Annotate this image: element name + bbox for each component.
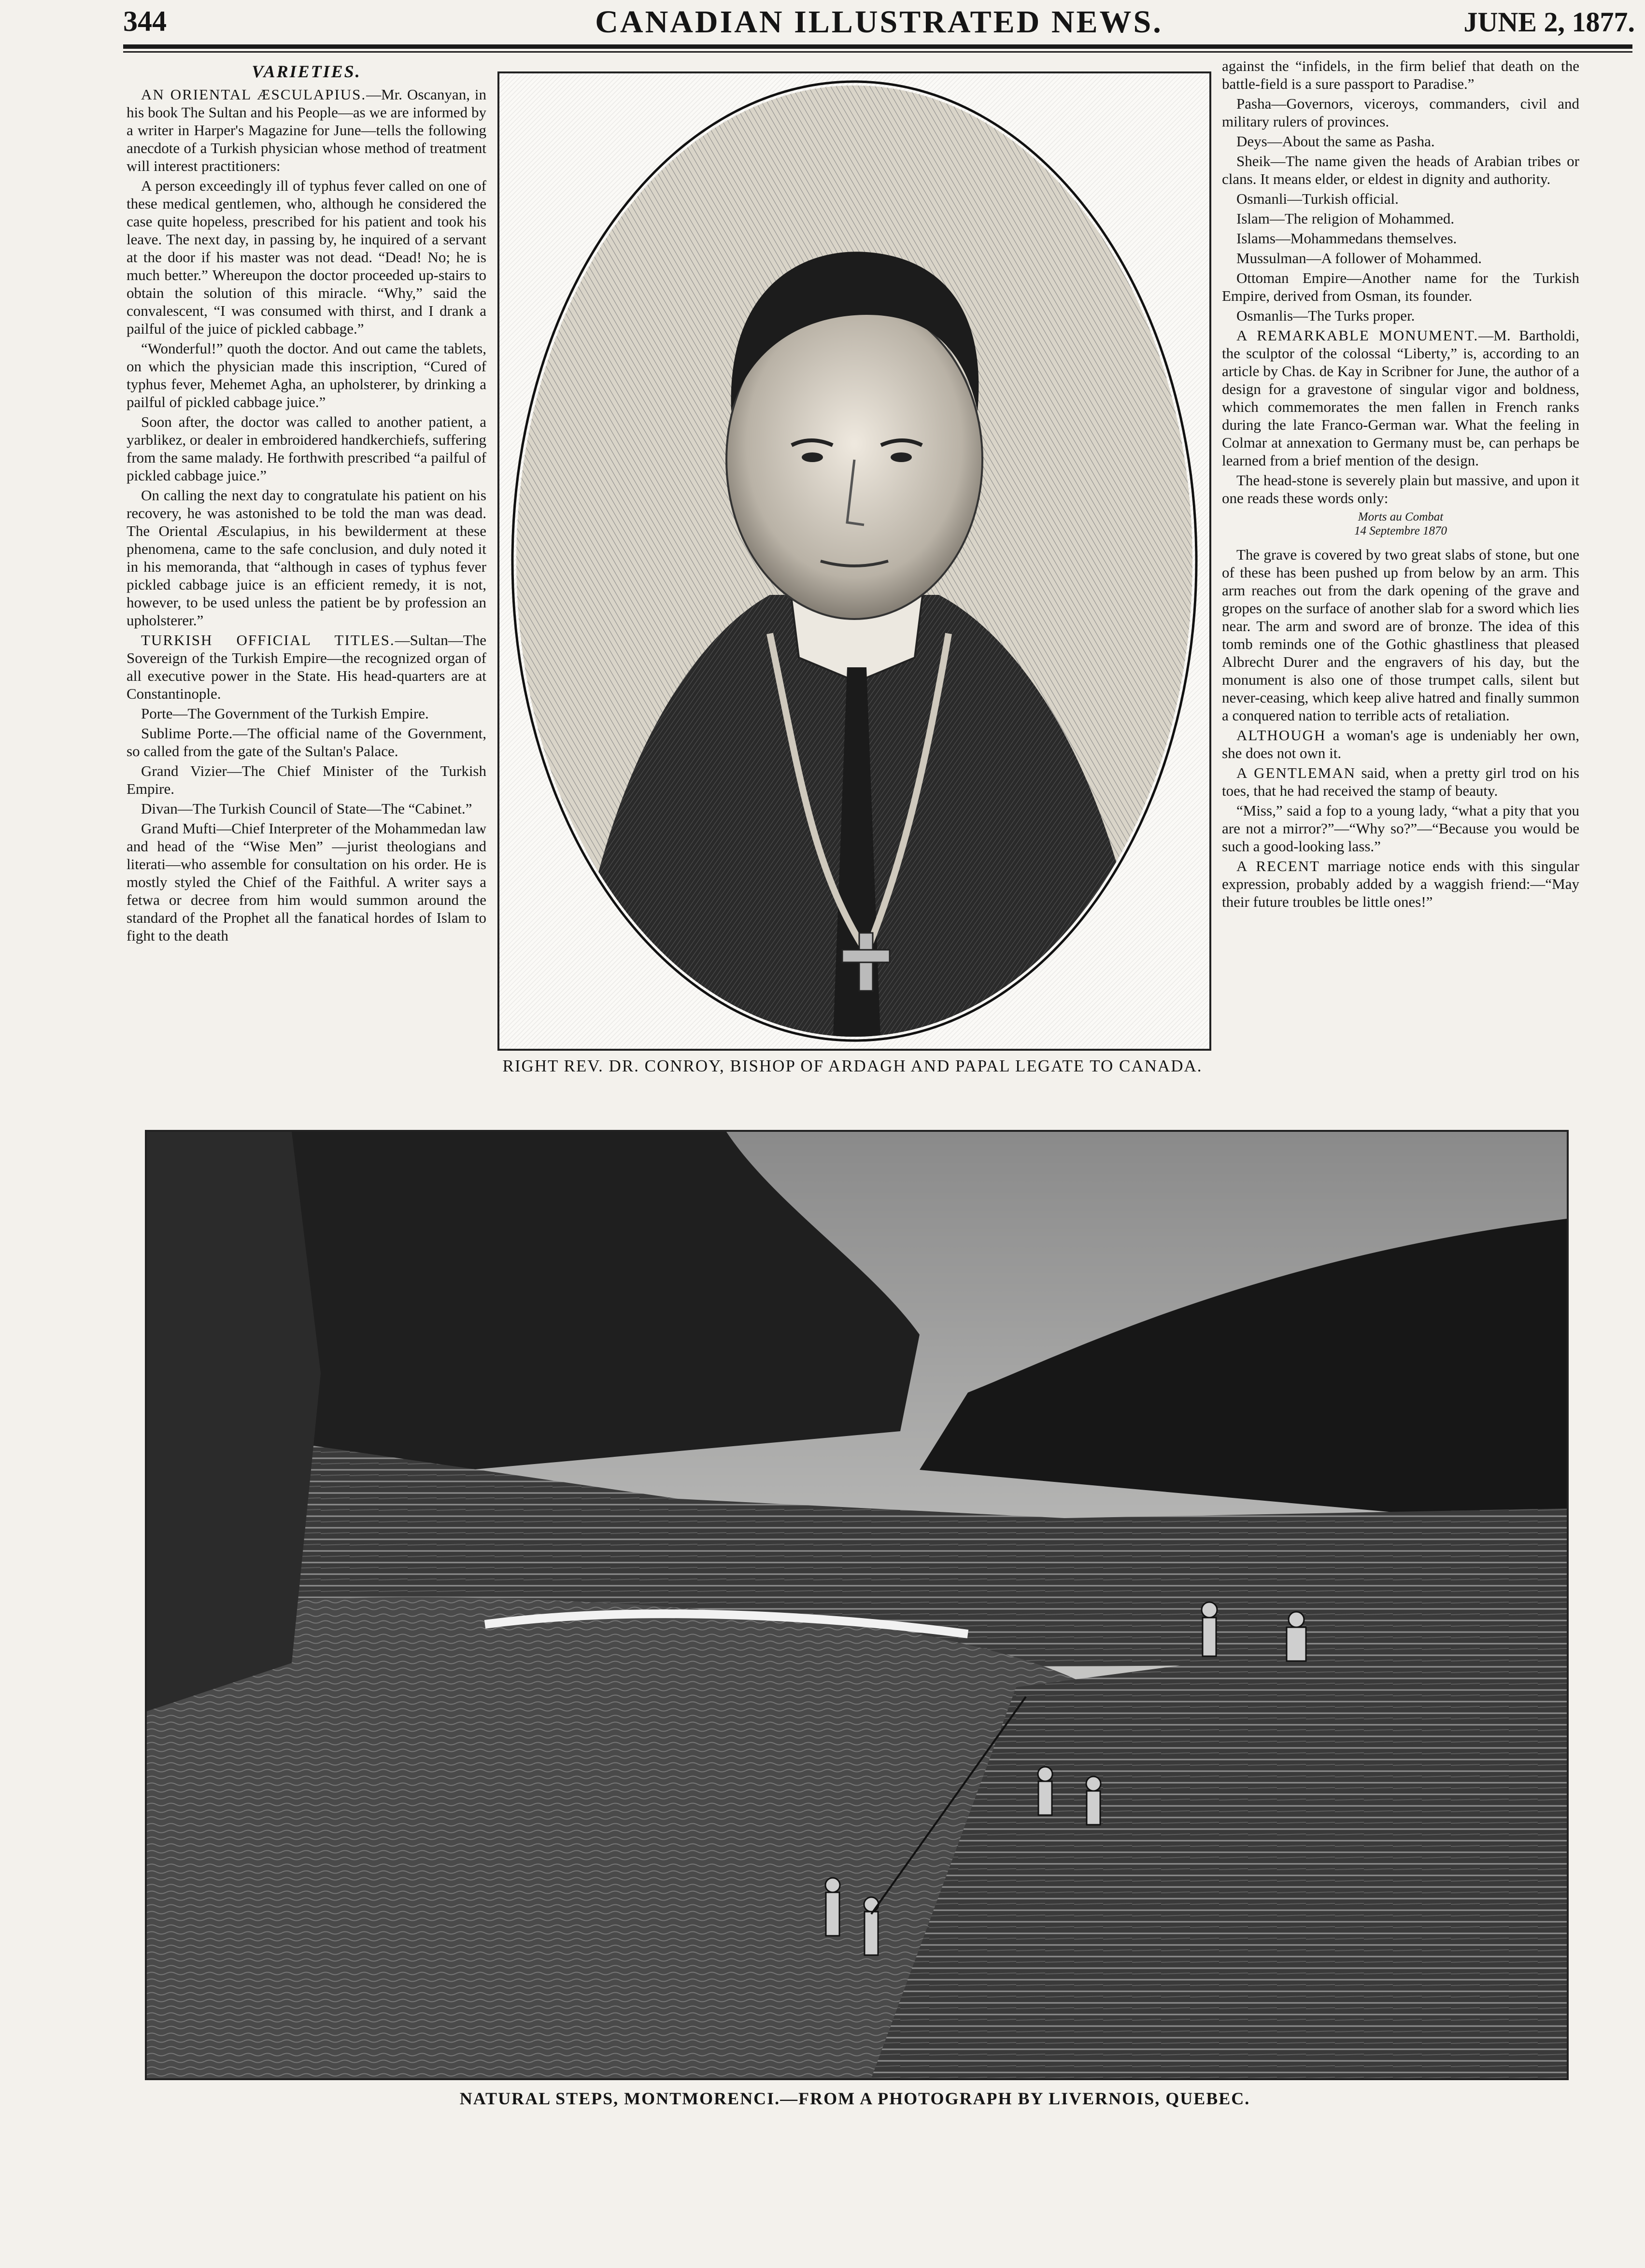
paragraph-body: said, when a pretty girl trod on his toes, that he had received the stamp of beauty.	[1222, 764, 1579, 799]
paragraph: “Miss,” said a fop to a young lady, “what a pity that you are not a mirror?”—“Why so?”—“Because you would be such a good-looking lass.”	[1222, 802, 1579, 855]
paragraph-body: —Sultan—The Sovereign of the Turkish Empire—the recognized organ of all executive power in the State. His head-quarters are at Constantinople.	[127, 632, 486, 702]
paragraph: Grand Mufti—Chief Interpreter of the Mohammedan law and head of the “Wise Men” —jurist theologians and literati—who assemble for consultation on his order. He is mostly styled the Chief of the Faithful. A writer says a fetwa or decree from him would summon around the standard of the Prophet all the fanatical hordes of Islam to fight to the death	[127, 820, 486, 944]
landscape-caption: NATURAL STEPS, MONTMORENCI.—FROM A PHOTOGRAPH BY LIVERNOIS, QUEBEC.	[459, 2089, 1250, 2108]
paragraph-lead: A GENTLEMAN	[1236, 764, 1356, 781]
paragraph: Islams—Mohammedans themselves.	[1236, 230, 1457, 247]
paragraph-lead: AN ORIENTAL ÆSCULAPIUS.	[141, 86, 367, 103]
paragraph	[127, 85, 486, 175]
paragraph-lead: A RECENT	[1236, 858, 1320, 874]
paragraph: The grave is covered by two great slabs of stone, but one of these has been pushed up from below by an arm. This arm reaches out from the dark opening of the grave and gropes on the surface of another slab for a sword which lies near. The arm and sword are of bronze. The idea of this tomb reminds one of the Gothic ghastliness that pleased Albrecht Durer and the engravers of his day, but the monument is also one of those trumpet calls, silent but never-ceasing, which keep alive hatred and finally summon a conquered nation to terrible acts of retaliation.	[1222, 546, 1579, 724]
right-text-column	[1222, 57, 1579, 913]
inscription	[1222, 510, 1579, 538]
paragraph: Osmanli—Turkish official.	[1236, 190, 1399, 207]
portrait-caption: RIGHT REV. DR. CONROY, BISHOP OF ARDAGH AND PAPAL LEGATE TO CANADA.	[502, 1057, 1203, 1075]
issue-date: JUNE 2, 1877.	[1463, 6, 1635, 38]
page-number: 344	[123, 5, 167, 37]
paragraph: Soon after, the doctor was called to another patient, a yarblikez, or dealer in embroidered handkerchiefs, suffering from the same malady. He forthwith prescribed “a pailful of pickled cabbage juice.”	[127, 413, 486, 484]
paragraph: Porte—The Government of the Turkish Empire.	[141, 705, 429, 722]
inscription-line: Morts au Combat	[1358, 510, 1444, 523]
paragraph-lead: TURKISH OFFICIAL TITLES.	[141, 632, 395, 648]
paragraph-body: marriage notice ends with this singular expression, probably added by a waggish friend:—“May their future troubles be little ones!”	[1222, 858, 1579, 910]
paragraph: Divan—The Turkish Council of State—The “Cabinet.”	[141, 800, 472, 817]
paragraph: The head-stone is severely plain but massive, and upon it one reads these words only:	[1222, 472, 1579, 507]
paragraph: Ottoman Empire—Another name for the Turkish Empire, derived from Osman, its founder.	[1222, 269, 1579, 304]
paragraph: Pasha—Governors, viceroys, commanders, civil and military rulers of provinces.	[1222, 95, 1579, 130]
masthead-rule-thin	[123, 51, 1632, 53]
left-text-column	[127, 60, 486, 946]
paragraph-lead: ALTHOUGH	[1236, 727, 1326, 744]
paragraph: Grand Vizier—The Chief Minister of the Turkish Empire.	[127, 762, 486, 797]
paragraph: Islam—The religion of Mohammed.	[1236, 210, 1455, 227]
paragraph: Mussulman—A follower of Mohammed.	[1236, 250, 1482, 267]
paragraph: Deys—About the same as Pasha.	[1236, 133, 1435, 150]
masthead	[123, 0, 1635, 39]
paragraph: Sublime Porte.—The official name of the Government, so called from the gate of the Sultan's Palace.	[127, 725, 486, 760]
paragraph	[1222, 326, 1579, 469]
paragraph	[127, 631, 486, 703]
paragraph-body: —Mr. Oscanyan, in his book The Sultan and his People—as we are informed by a writer in Harper's Magazine for June—tells the following anecdote of a Turkish physician whose method of treatment will interest practitioners:	[127, 86, 486, 174]
paragraph: On calling the next day to congratulate his patient on his recovery, he was astonished to be told the man was dead. The Oriental Æsculapius, in his bewilderment at these phenomena, came to the safe conclusion, and duly noted it in his memoranda, that “although in cases of typhus fever pickled cabbage juice is an efficient remedy, it is not, however, to be used unless the patient be by profession an upholsterer.”	[127, 487, 486, 629]
portrait-illustration	[499, 73, 1209, 1049]
natural-steps-illustration	[147, 1132, 1567, 2078]
paragraph: Osmanlis—The Turks proper.	[1236, 307, 1415, 324]
paragraph-body: a woman's age is undeniably her own, she does not own it.	[1222, 727, 1579, 761]
portrait-engraving	[497, 71, 1211, 1051]
varieties-heading: VARIETIES.	[252, 62, 361, 81]
paragraph	[1222, 764, 1579, 800]
newspaper-title: CANADIAN ILLUSTRATED NEWS.	[595, 4, 1163, 40]
paragraph: “Wonderful!” quoth the doctor. And out came the tablets, on which the physician made this inscription, “Cured of typhus fever, Mehemet Agha, an upholsterer, by drinking a pailful of pickled cabbage juice.”	[127, 340, 486, 410]
paragraph: A person exceedingly ill of typhus fever called on one of these medical gentlemen, who, although he considered the case quite hopeless, prescribed for his patient and took his leave. The next day, in passing by, he inquired of a servant at the door if his master was not dead. “Dead! No; he is much better.” Whereupon the doctor proceeded up-stairs to obtain the solution of this miracle. “Why,” said the convalescent, “I was consumed with thirst, and I drank a pailful of the juice of pickled cabbage.”	[127, 177, 486, 337]
paragraph-lead: A REMARKABLE MONUMENT.	[1236, 327, 1479, 344]
inscription-line: 14 Septembre 1870	[1354, 524, 1447, 537]
paragraph-body: —M. Bartholdi, the sculptor of the colossal “Liberty,” is, according to an article by Chas. de Kay in Scribner for June, the author of a design for a gravestone of singular vigor and boldness, which commemorates the men fallen in French ranks during the late Franco-German war. What the feeling in Colmar at annexation to Germany must be, can perhaps be learned from a brief mention of the design.	[1222, 327, 1579, 469]
paragraph	[1222, 726, 1579, 762]
masthead-rule	[123, 44, 1632, 49]
paragraph: Sheik—The name given the heads of Arabian tribes or clans. It means elder, or eldest in dignity and authority.	[1222, 153, 1579, 187]
paragraph: against the “infidels, in the firm belief that death on the battle-field is a sure passport to Paradise.”	[1222, 57, 1579, 92]
paragraph	[1222, 857, 1579, 911]
landscape-engraving	[145, 1130, 1569, 2080]
